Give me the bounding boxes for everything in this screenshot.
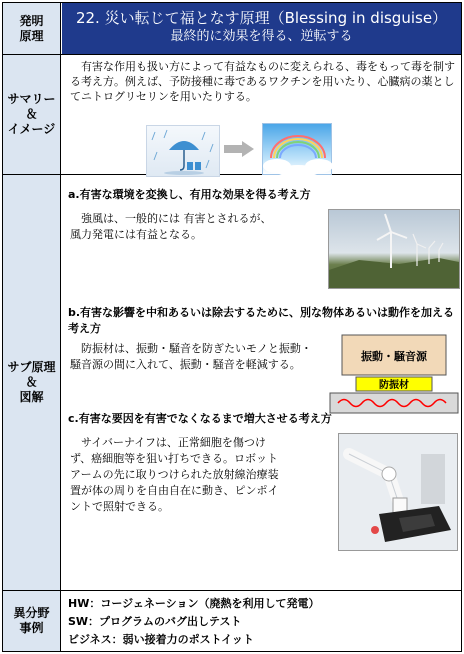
principle-sheet	[2, 2, 462, 652]
sub-b-text: 防振材は、振動・騒音を防ぎたいモノと振動・騒音源の間に入れて、振動・騒音を軽減する。	[70, 342, 312, 371]
sub-a-text: 強風は、一般的には 有害とされるが、 風力発電には有益となる。	[70, 212, 272, 241]
summary-content	[62, 55, 461, 174]
summary-row	[3, 55, 461, 175]
wind-turbine-photo	[328, 209, 460, 289]
sub-content	[62, 175, 461, 590]
rainbow-icon	[262, 123, 332, 175]
cyberknife-photo	[338, 433, 458, 551]
sub-c-text: サイバーナイフは、正常細胞を傷つけず、癌細胞等を狙い打ちできる。ロボットアームの先に取りつけられた放射線治療装置が体の周りを自由自在に動き、ピンポイントで照射できる。	[70, 436, 279, 513]
sub-principle-row	[3, 175, 461, 591]
cross-content	[62, 591, 461, 651]
page-subtitle: 最終的に効果を得る、逆転する	[170, 29, 353, 44]
title-box	[62, 3, 461, 54]
damper-diagram	[328, 333, 460, 415]
sub-c-heading: c.有害な要因を有害でなくなるまで増大させる考え方	[68, 412, 332, 425]
vibration-source-label: 振動・騒音源	[361, 350, 427, 363]
cross-example-sw: SW：プログラムのバグ出しテスト	[68, 615, 242, 628]
arrow-right-icon	[224, 141, 254, 157]
umbrella-rain-icon	[146, 125, 220, 177]
sub-b-heading: b.有害な影響を中和あるいは除去するために、別な物体あるいは動作を加える考え方	[68, 306, 455, 335]
cross-example-hw: HW：コージェネーション（廃熱を利用して発電）	[68, 597, 320, 610]
summary-text: 有害な作用も扱い方によって有益なものに変えられる、毒をもって毒を制する考え方。例えば、予防接種に毒であるワクチンを用いたり、心臓病の薬としてニトログリセリンを用いたりする。	[70, 60, 455, 103]
sub-a-heading: a.有害な環境を変換し、有用な効果を得る考え方	[68, 188, 311, 201]
header-label: 発明 原理	[3, 3, 61, 54]
cross-field-row	[3, 591, 461, 651]
header-row	[3, 3, 461, 55]
sub-label: サブ原理 ＆ 図解	[3, 175, 61, 590]
page-title: 22. 災い転じて福となす原理（Blessing in disguise）	[75, 9, 448, 27]
summary-label: サマリー ＆ イメージ	[3, 55, 61, 174]
cross-example-business: ビジネス：弱い接着力のポストイット	[68, 633, 254, 646]
damper-label: 防振材	[379, 380, 409, 391]
cross-label: 異分野 事例	[3, 591, 61, 651]
